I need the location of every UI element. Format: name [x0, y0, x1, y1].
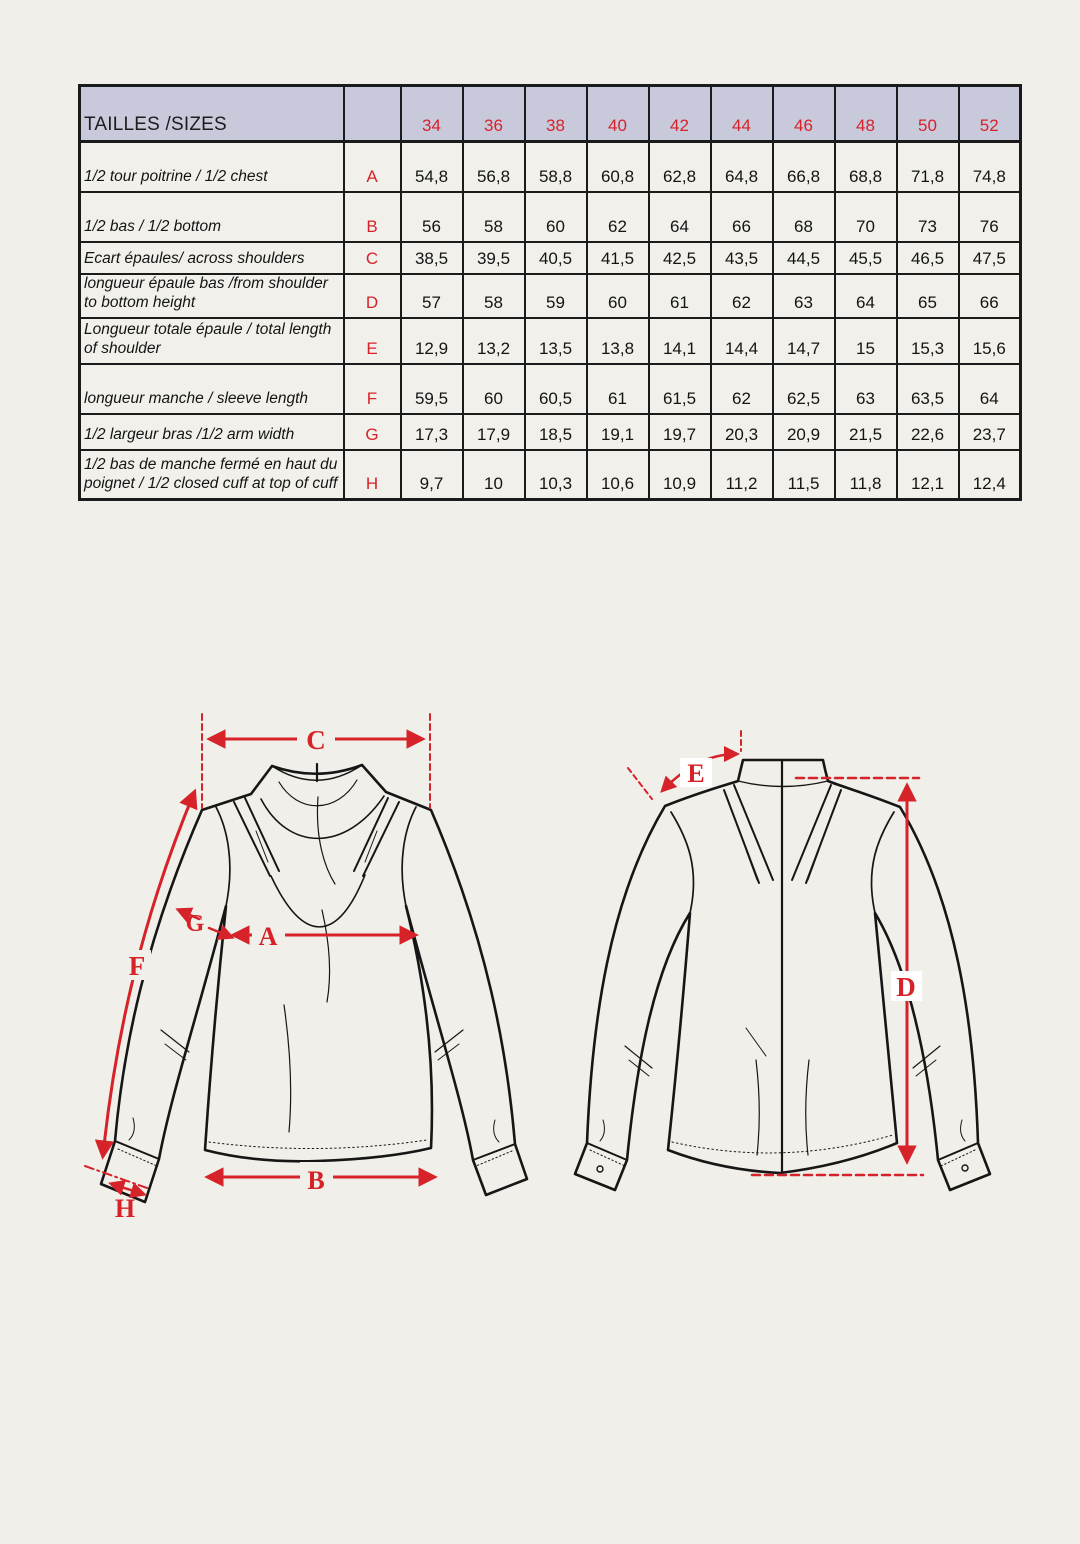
- value-cell: 20,9: [773, 414, 835, 450]
- value-cell: 60,5: [525, 364, 587, 414]
- value-cell: 54,8: [401, 142, 463, 192]
- size-col-header: 36: [463, 86, 525, 142]
- value-cell: 20,3: [711, 414, 773, 450]
- table-row: [80, 414, 1021, 450]
- value-cell: 58,8: [525, 142, 587, 192]
- table-row: [80, 274, 1021, 318]
- size-col-header: 50: [897, 86, 959, 142]
- value-cell: 62: [711, 274, 773, 318]
- value-cell: 64: [959, 364, 1021, 414]
- value-cell: 58: [463, 192, 525, 242]
- value-cell: 62: [711, 364, 773, 414]
- value-cell: 61,5: [649, 364, 711, 414]
- value-cell: 40,5: [525, 242, 587, 274]
- row-letter: D: [344, 274, 401, 318]
- value-cell: 17,3: [401, 414, 463, 450]
- value-cell: 44,5: [773, 242, 835, 274]
- value-cell: 60: [525, 192, 587, 242]
- value-cell: 15,6: [959, 318, 1021, 364]
- value-cell: 56,8: [463, 142, 525, 192]
- row-letter: A: [344, 142, 401, 192]
- size-col-header: 48: [835, 86, 897, 142]
- table-row: [80, 142, 1021, 192]
- value-cell: 65: [897, 274, 959, 318]
- row-label: 1/2 bas / 1/2 bottom: [80, 192, 344, 242]
- value-cell: 58: [463, 274, 525, 318]
- row-label: Longueur totale épaule / total length of shoulder: [80, 318, 344, 364]
- value-cell: 62,8: [649, 142, 711, 192]
- table-row: [80, 242, 1021, 274]
- row-letter: F: [344, 364, 401, 414]
- measure-label-e: E: [687, 759, 705, 788]
- value-cell: 47,5: [959, 242, 1021, 274]
- value-cell: 9,7: [401, 450, 463, 500]
- value-cell: 68,8: [835, 142, 897, 192]
- measure-E-dash-shoulder: [628, 768, 652, 799]
- value-cell: 19,7: [649, 414, 711, 450]
- value-cell: 43,5: [711, 242, 773, 274]
- value-cell: 10: [463, 450, 525, 500]
- value-cell: 13,2: [463, 318, 525, 364]
- value-cell: 74,8: [959, 142, 1021, 192]
- value-cell: 19,1: [587, 414, 649, 450]
- value-cell: 13,5: [525, 318, 587, 364]
- value-cell: 22,6: [897, 414, 959, 450]
- value-cell: 66,8: [773, 142, 835, 192]
- value-cell: 46,5: [897, 242, 959, 274]
- measure-label-c: C: [306, 725, 326, 755]
- value-cell: 60: [463, 364, 525, 414]
- row-label: 1/2 tour poitrine / 1/2 chest: [80, 142, 344, 192]
- value-cell: 61: [587, 364, 649, 414]
- value-cell: 45,5: [835, 242, 897, 274]
- value-cell: 64: [835, 274, 897, 318]
- value-cell: 56: [401, 192, 463, 242]
- value-cell: 11,8: [835, 450, 897, 500]
- measure-label-b: B: [307, 1166, 325, 1195]
- value-cell: 60,8: [587, 142, 649, 192]
- measure-label-f: F: [128, 951, 146, 981]
- row-letter: B: [344, 192, 401, 242]
- value-cell: 10,6: [587, 450, 649, 500]
- value-cell: 66: [959, 274, 1021, 318]
- value-cell: 10,3: [525, 450, 587, 500]
- size-col-header: 40: [587, 86, 649, 142]
- value-cell: 11,2: [711, 450, 773, 500]
- row-letter: C: [344, 242, 401, 274]
- size-col-header: 44: [711, 86, 773, 142]
- value-cell: 15,3: [897, 318, 959, 364]
- value-cell: 42,5: [649, 242, 711, 274]
- size-chart-table: [78, 84, 1022, 501]
- value-cell: 13,8: [587, 318, 649, 364]
- table-title: TAILLES /SIZES: [80, 86, 344, 142]
- table-row: [80, 192, 1021, 242]
- value-cell: 63: [835, 364, 897, 414]
- value-cell: 38,5: [401, 242, 463, 274]
- value-cell: 11,5: [773, 450, 835, 500]
- value-cell: 76: [959, 192, 1021, 242]
- row-letter: H: [344, 450, 401, 500]
- value-cell: 73: [897, 192, 959, 242]
- table-row: [80, 318, 1021, 364]
- value-cell: 17,9: [463, 414, 525, 450]
- value-cell: 61: [649, 274, 711, 318]
- letter-column-header: [344, 86, 401, 142]
- value-cell: 21,5: [835, 414, 897, 450]
- value-cell: 62: [587, 192, 649, 242]
- value-cell: 10,9: [649, 450, 711, 500]
- value-cell: 12,9: [401, 318, 463, 364]
- value-cell: 64,8: [711, 142, 773, 192]
- measure-label-g: G: [185, 911, 205, 937]
- value-cell: 64: [649, 192, 711, 242]
- front-view-drawing: [75, 700, 545, 1245]
- value-cell: 23,7: [959, 414, 1021, 450]
- row-letter: E: [344, 318, 401, 364]
- back-view-drawing: [550, 728, 1015, 1248]
- value-cell: 62,5: [773, 364, 835, 414]
- value-cell: 12,4: [959, 450, 1021, 500]
- row-label: Ecart épaules/ across shoulders: [80, 242, 344, 274]
- value-cell: 15: [835, 318, 897, 364]
- row-label: longueur épaule bas /from shoulder to bottom height: [80, 274, 344, 318]
- row-label: longueur manche / sleeve length: [80, 364, 344, 414]
- size-col-header: 52: [959, 86, 1021, 142]
- cuff-button-left: [597, 1166, 603, 1172]
- value-cell: 63,5: [897, 364, 959, 414]
- cuff-button-right: [962, 1165, 968, 1171]
- measure-label-a: A: [258, 922, 278, 951]
- value-cell: 70: [835, 192, 897, 242]
- value-cell: 71,8: [897, 142, 959, 192]
- value-cell: 18,5: [525, 414, 587, 450]
- measure-label-h: H: [114, 1194, 136, 1223]
- measure-label-d: D: [896, 972, 916, 1002]
- table-row: [80, 450, 1021, 500]
- table-header-row: [80, 86, 1021, 142]
- value-cell: 57: [401, 274, 463, 318]
- size-col-header: 42: [649, 86, 711, 142]
- value-cell: 66: [711, 192, 773, 242]
- value-cell: 68: [773, 192, 835, 242]
- value-cell: 12,1: [897, 450, 959, 500]
- value-cell: 63: [773, 274, 835, 318]
- size-col-header: 38: [525, 86, 587, 142]
- value-cell: 14,7: [773, 318, 835, 364]
- row-label: 1/2 largeur bras /1/2 arm width: [80, 414, 344, 450]
- value-cell: 14,1: [649, 318, 711, 364]
- value-cell: 14,4: [711, 318, 773, 364]
- value-cell: 59,5: [401, 364, 463, 414]
- table-row: [80, 364, 1021, 414]
- value-cell: 41,5: [587, 242, 649, 274]
- value-cell: 60: [587, 274, 649, 318]
- size-col-header: 46: [773, 86, 835, 142]
- row-letter: G: [344, 414, 401, 450]
- back-garment-outline: [575, 760, 990, 1190]
- value-cell: 39,5: [463, 242, 525, 274]
- row-label: 1/2 bas de manche fermé en haut du poignet / 1/2 closed cuff at top of cuff: [80, 450, 344, 500]
- size-col-header: 34: [401, 86, 463, 142]
- front-garment-outline: [101, 764, 527, 1202]
- value-cell: 59: [525, 274, 587, 318]
